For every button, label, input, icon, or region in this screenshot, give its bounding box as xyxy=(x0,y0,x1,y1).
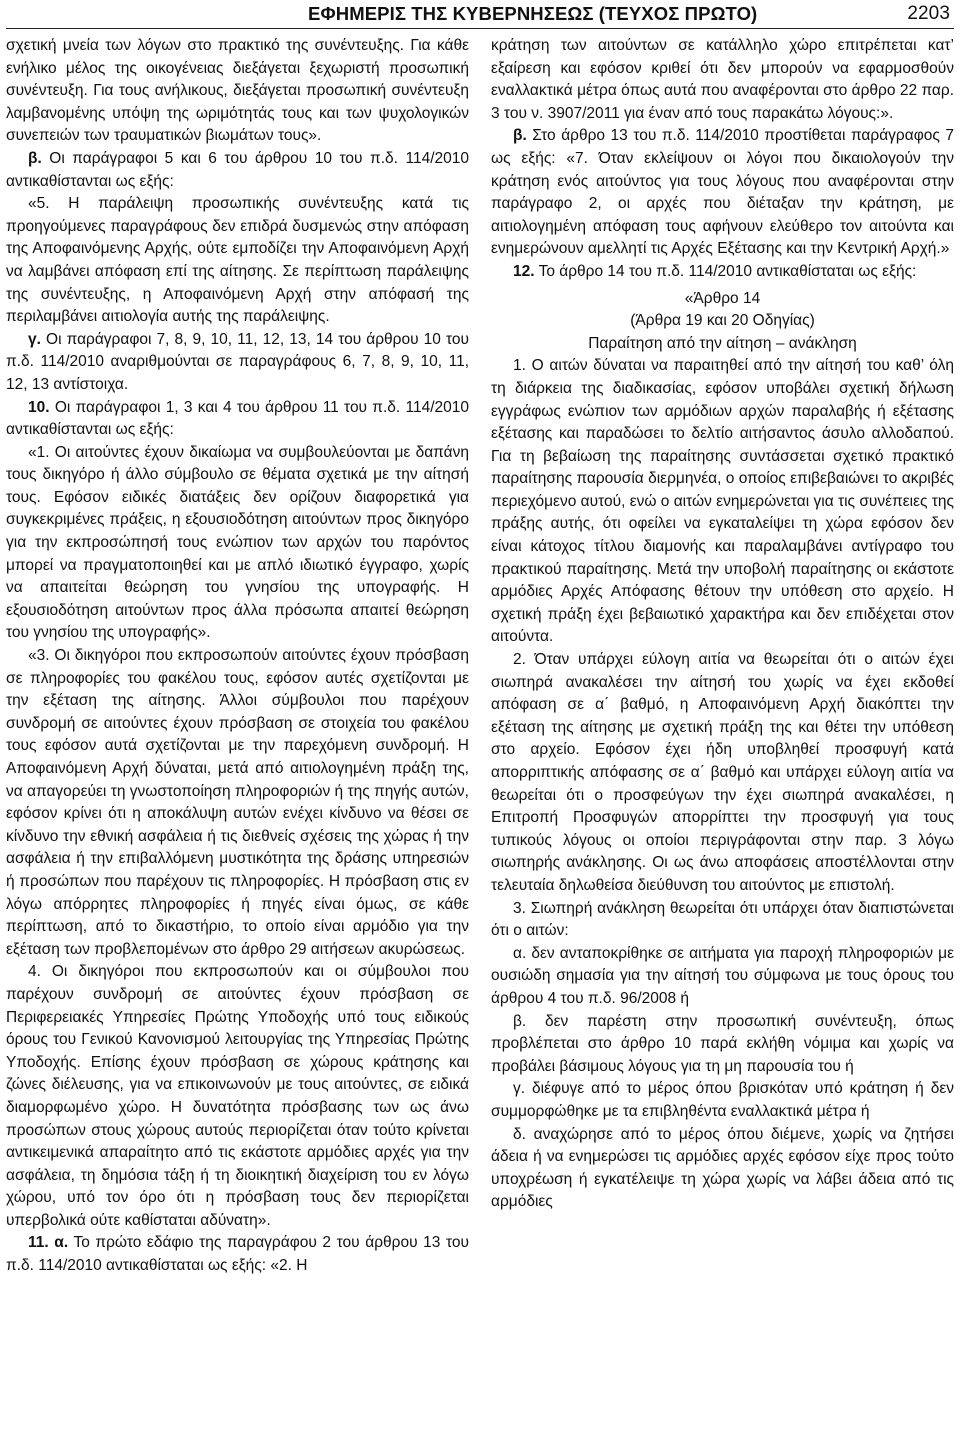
item-label: β. xyxy=(28,149,42,167)
right-column xyxy=(491,35,954,1278)
paragraph: «5. Η παράλειψη προσωπικής συνέντευξης κατά τις προηγούμενες παραγράφους δεν επιδρά δυσμενώς στην απόφαση της Αποφαινόμενης Αρχής, ούτε εμποδίζει την Αποφαινόμενη Αρχή να λαμβάνει απόφαση επί της αίτησης. Σε περίπτωση παράλειψης της συνέντευξης, η Αποφαινόμενη Αρχή στην απόφασή της περιλαμβάνει αιτιολογία αυτής της παράλειψης. xyxy=(6,195,469,326)
article-subtitle: (Άρθρα 19 και 20 Οδηγίας) xyxy=(630,312,815,330)
paragraph-text: Το άρθρο 14 του π.δ. 114/2010 αντικαθίσταται ως εξής: xyxy=(534,262,917,280)
paragraph xyxy=(491,261,954,284)
text-columns xyxy=(6,35,954,1278)
paragraph: δ. αναχώρησε από το μέρος όπου διέμενε, χωρίς να ζητήσει άδεια ή να ενημερώσει τις αρμόδιες αρχές εφόσον είχε προς τούτο υποχρέωση ή εγκατέλειψε τη χώρα χωρίς να λάβει άδεια από τις αρμόδιες xyxy=(491,1125,954,1211)
paragraph-text: Το πρώτο εδάφιο της παραγράφου 2 του άρθρου 13 του π.δ. 114/2010 αντικαθίσταται ως εξής: «2. Η xyxy=(6,1234,469,1275)
paragraph-text: Οι παράγραφοι 5 και 6 του άρθρου 10 του π.δ. 114/2010 αντικαθίστανται ως εξής: xyxy=(6,149,469,190)
item-label: 10. xyxy=(28,398,50,416)
paragraph-text: Οι παράγραφοι 1, 3 και 4 του άρθρου 11 του π.δ. 114/2010 αντικαθίστανται ως εξής: xyxy=(6,398,469,439)
paragraph: «1. Οι αιτούντες έχουν δικαίωμα να συμβουλεύονται με δαπάνη τους δικηγόρο ή άλλο σύμβουλο σε θέματα σχετικά με την αίτησή τους. Εφόσον ειδικές διατάξεις δεν ορίζουν διαφορετικά για συγκεκριμένες πράξεις, η εξουσιοδότηση αιτούντων προς δικηγόρο για την εκπροσώπησή τους ενώπιον των αρχών του παρόντος μπορεί να πραγματοποιηθεί και με απλό ιδιωτικό έγγραφο, χωρίς να απαιτείται θεώρηση του γνησίου της υπογραφής. Η εξουσιοδότηση αιτούντων προς άλλα πρόσωπα απαιτεί θεώρηση του γνησίου της υπογραφής». xyxy=(6,443,469,642)
page-header xyxy=(6,0,954,29)
paragraph: α. δεν ανταποκρίθηκε σε αιτήματα για παροχή πληροφοριών με ουσιώδη σημασία για την αίτησή του σύμφωνα με τους όρους του άρθρου 4 του π.δ. 96/2008 ή xyxy=(491,944,954,1007)
item-label: 12. xyxy=(513,262,535,280)
article-title: «Άρθρο 14 xyxy=(684,289,761,307)
gazette-title: ΕΦΗΜΕΡΙΣ ΤΗΣ ΚΥΒΕΡΝΗΣΕΩΣ (ΤΕΥΧΟΣ ΠΡΩΤΟ) xyxy=(308,3,758,24)
paragraph xyxy=(6,148,469,193)
paragraph: «3. Οι δικηγόροι που εκπροσωπούν αιτούντες έχουν πρόσβαση σε πληροφορίες του φακέλου τους, εφόσον αυτές σχετίζονται με την εξέταση της αίτησης. Άλλοι σύμβουλοι που παρέχουν συνδρομή σε αιτούντες έχουν πρόσβαση σε στοιχεία του φακέλου τους εφόσον αυτά σχετίζονται με την παρεχόμενη συνδρομή. Η Αποφαινόμενη Αρχή δύναται, μετά από αιτιολογημένη πράξη της, να απαγορεύει τη γνωστοποίηση πληροφοριών ή της πηγής αυτών, εφόσον κρίνει ότι η αποκάλυψη αυτών ενέχει κίνδυνο να θέσει σε κίνδυνο την εθνική ασφάλεια ή τις διεθνείς σχέσεις της χώρας ή την ασφάλεια ή την επιβαλλόμενη μυστικότητα της δράσης υπηρεσιών ή προσώπων που παρέχουν τις πληροφορίες. Η πρόσβαση στις εν λόγω απόρρητες πληροφορίες ή πηγές είναι όμως, σε κάθε περίπτωση, από το δικαστήριο, το οποίο είναι αρμόδιο για την εξέταση των προβλεπομένων στο άρθρο 29 αιτήσεων ακυρώσεως. xyxy=(6,647,469,958)
paragraph: σχετική μνεία των λόγων στο πρακτικό της συνέντευξης. Για κάθε ενήλικο μέλος της οικογένειας διεξάγεται ξεχωριστή προσωπική συνέντευξη. Για τους ανήλικους, διεξάγεται προσωπική συνέντευξη λαμβανομένης υπόψη της ωριμότητάς τους και των ψυχολογικών συνεπειών των τραυματικών βιωμάτων τους». xyxy=(6,37,469,145)
page-number: 2203 xyxy=(907,3,950,24)
paragraph-text: Στο άρθρο 13 του π.δ. 114/2010 προστίθεται παράγραφος 7 ως εξής: «7. Όταν εκλείψουν οι λόγοι που δικαιολογούν την κράτηση ενός αιτούντος για τους λόγους που αναφέρονται στην παράγραφο 2, οι αρχές που διέταξαν την κράτηση, με αιτιολογημένη απόφαση τους αφήνουν ελεύθερο τον αιτούντα και ενημερώνουν αμελλητί τις Αρχές Εξέτασης και την Κεντρική Αρχή.» xyxy=(491,127,954,258)
paragraph: κράτηση των αιτούντων σε κατάλληλο χώρο επιτρέπεται κατ’ εξαίρεση και εφόσον κριθεί ότι δεν μπορούν να εφαρμοσθούν εναλλακτικά μέτρα όπως αυτά που αναφέρονται στο άρθρο 22 παρ. 3 του ν. 3907/2011 για έναν από τους παρακάτω λόγους:». xyxy=(491,37,954,122)
item-label: 11. α. xyxy=(28,1234,69,1252)
paragraph: 3. Σιωπηρή ανάκληση θεωρείται ότι υπάρχει όταν διαπιστώνεται ότι ο αιτών: xyxy=(491,899,954,940)
article-heading: Παραίτηση από την αίτηση – ανάκληση xyxy=(588,334,857,352)
paragraph xyxy=(6,1232,469,1277)
paragraph: β. δεν παρέστη στην προσωπική συνέντευξη, όπως προβλέπεται στο άρθρο 10 παρά εκλήθη νόμιμα και χωρίς να προβάλει βάσιμους λόγους για τη μη παρουσία του ή xyxy=(491,1012,954,1075)
left-column xyxy=(6,35,469,1278)
paragraph-text: Οι παράγραφοι 7, 8, 9, 10, 11, 12, 13, 14 του άρθρου 10 του π.δ. 114/2010 αναριθμούνται σε παραγράφους 6, 7, 8, 9, 10, 11, 12, 13 αντίστοιχα. xyxy=(6,330,469,393)
paragraph xyxy=(6,329,469,397)
paragraph: 4. Οι δικηγόροι που εκπροσωπούν και οι σύμβουλοι που παρέχουν συνδρομή σε αιτούντες έχουν πρόσβαση σε Περιφερειακές Υπηρεσίες Πρώτης Υποδοχής υπό τους ειδικούς όρους του Γενικού Κανονισμού λειτουργίας της Υπηρεσίας Πρώτης Υποδοχής. Επίσης έχουν πρόσβαση σε χώρους κράτησης και ζώνες διέλευσης, για να επικοινωνούν με τους αιτούντες, σε ειδικά διαμορφωμένο χώρο. Η δυνατότητα πρόσβασης των ως άνω προσώπων στους χώρους αυτούς περιορίζεται όταν τούτο κρίνεται αντικειμενικά απαραίτητο από τις εκάστοτε αρμόδιες αρχές για την ασφάλεια, τη δημόσια τάξη ή τη διοικητική διαχείριση του εν λόγω χώρου, υπό τον όρο ότι η πρόσβαση τους δεν περιορίζεται υπερβολικά ούτε καθίσταται αδύνατη». xyxy=(6,963,469,1229)
item-label: γ. xyxy=(28,330,41,348)
paragraph: 2. Όταν υπάρχει εύλογη αιτία να θεωρείται ότι ο αιτών έχει σιωπηρά ανακαλέσει την αίτησή του χωρίς να έχει εκδοθεί απόφαση σε α΄ βαθμό, η Αποφαινόμενη Αρχή διακόπτει την εξέταση της αίτησης με σχετική πράξη της και θέτει την υπόθεση στο αρχείο. Εφόσον έχει ήδη υποβληθεί προσφυγή κατά απορριπτικής απόφασης σε α΄ βαθμό και υπάρχει εύλογη αιτία να θεωρείται ότι ο προσφεύγων την έχει σιωπηρά ανακαλέσει, η Επιτροπή Προσφυγών απορρίπτει την προσφυγή για τους τυπικούς λόγους οι οποίοι περιγράφονται στην παρ. 3 λόγω σιωπηρής ανάκλησης. Οι ως άνω αποφάσεις αποστέλλονται στην τελευταία δηλωθείσα διεύθυνση του αιτούντος με επιστολή. xyxy=(491,651,954,894)
paragraph xyxy=(491,125,954,261)
paragraph xyxy=(6,397,469,442)
item-label: β. xyxy=(513,127,527,145)
paragraph: γ. διέφυγε από το μέρος όπου βρισκόταν υπό κράτηση ή δεν συμμορφώθηκε με τα επιβληθέντα εναλλακτικά μέτρα ή xyxy=(491,1080,954,1120)
paragraph: 1. Ο αιτών δύναται να παραιτηθεί από την αίτησή του καθ’ όλη τη διάρκεια της διαδικασίας, εφόσον υποβάλει σχετική δήλωση εγγράφως ενώπιον των αρμόδιων αρχών παραλαβής ή εξέτασης εξέτασης και παραδώσει το δελτίο αιτήσαντος άσυλο αλλοδαπού. Για τη βεβαίωση της παραίτησης συντάσσεται σχετικό πρακτικό παραίτησης παρουσία διερμηνέα, ο οποίος επιβεβαιώνει το ακριβές περιεχόμενο αυτού, ενώ ο αιτών ενημερώνεται για τις συνέπειες της πράξης αυτής, ότι οφείλει να εγκαταλείψει τη χώρα εφόσον δεν είναι κάτοχος τίτλου διαμονής και παραλαμβάνει αντίγραφο του πρακτικού παραίτησης. Μετά την υποβολή παραίτησης οι εκάστοτε αρμόδιες Αρχές Απόφασης θέτουν την υπόθεση στο αρχείο. Η σχετική πράξη έχει βεβαιωτικό χαρακτήρα και δεν επιδέχεται στον αιτούντα. xyxy=(491,357,954,646)
